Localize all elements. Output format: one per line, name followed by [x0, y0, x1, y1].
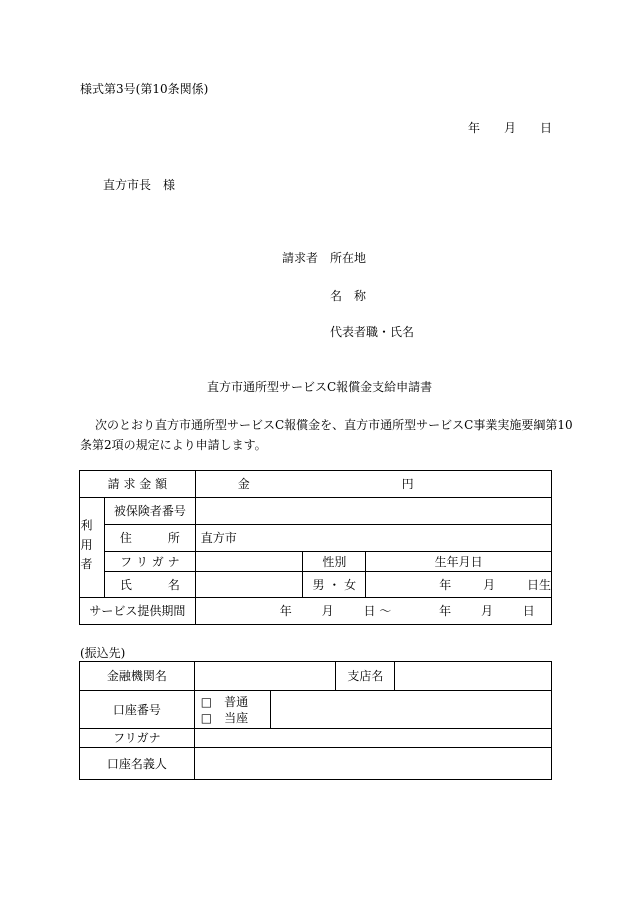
document-title: 直方市通所型サービスC報償金支給申請書: [207, 380, 433, 394]
branch-field[interactable]: [395, 662, 552, 691]
date-line: [468, 119, 552, 136]
account-type-cell: [194, 691, 270, 729]
period-from-day: 日 〜: [363, 604, 392, 618]
claim-amount-label: 請 求 金 額: [80, 471, 196, 498]
branch-label: 支店名: [336, 662, 395, 691]
period-from-year: 年: [279, 604, 292, 618]
period-from-month: 月: [321, 604, 334, 618]
gender-label: 性別: [303, 552, 366, 572]
claim-table: [79, 470, 552, 625]
requester-label: 請求者: [282, 251, 319, 265]
account-type-checking[interactable]: □ 当座: [200, 710, 249, 725]
user-address-value: 直方市: [200, 531, 237, 545]
birth-month: 月: [483, 577, 496, 592]
service-period-label: サービス提供期間: [80, 598, 196, 625]
period-to-day: 日: [522, 604, 535, 618]
user-address-label: 住 所: [104, 525, 195, 552]
bank-name-label: 金融機関名: [80, 662, 195, 691]
account-furigana-label: フリガナ: [80, 729, 195, 748]
insured-number-label: 被保険者番号: [104, 498, 195, 525]
date-month: 月: [504, 121, 517, 135]
amount-prefix: 金: [237, 477, 250, 491]
requester-name-label: 名 称: [330, 289, 367, 303]
remittance-label: (振込先): [80, 646, 126, 660]
birthdate-label: 生年月日: [366, 552, 552, 572]
claim-amount-field[interactable]: [195, 471, 551, 498]
requester-representative-label: 代表者職・氏名: [330, 325, 415, 339]
account-number-label: 口座番号: [80, 691, 195, 729]
bank-name-field[interactable]: [194, 662, 336, 691]
date-day: 日: [540, 121, 553, 135]
service-period-field[interactable]: [195, 598, 551, 625]
account-number-boxes[interactable]: [270, 691, 551, 729]
furigana-label: フ リ ガ ナ: [104, 552, 195, 572]
amount-suffix: 円: [401, 477, 414, 491]
remittance-table: [79, 661, 552, 780]
furigana-field[interactable]: [195, 552, 303, 572]
user-section-label: 利用者: [80, 498, 105, 598]
period-to-year: 年: [439, 604, 452, 618]
body-text-line1: 次のとおり直方市通所型サービスC報償金を、直方市通所型サービスC事業実施要綱第10: [95, 418, 573, 432]
user-address-field[interactable]: [195, 525, 551, 552]
account-holder-label: 口座名義人: [80, 748, 195, 780]
insured-number-field[interactable]: [195, 498, 551, 525]
period-to-month: 月: [480, 604, 493, 618]
requester-address-label: 所在地: [330, 251, 367, 265]
body-text-line2: 条第2項の規定により申請します。: [80, 438, 267, 452]
birth-year: 年: [439, 577, 452, 592]
user-name-label: 氏 名: [104, 572, 195, 598]
birth-day: 日生: [526, 577, 551, 592]
birthdate-field[interactable]: [366, 572, 552, 598]
date-year: 年: [468, 121, 481, 135]
account-type-ordinary[interactable]: □ 普通: [200, 694, 249, 709]
user-name-field[interactable]: [195, 572, 303, 598]
form-number: 様式第3号(第10条関係): [80, 82, 209, 96]
gender-options[interactable]: 男 ・ 女: [303, 572, 366, 598]
account-furigana-field[interactable]: [194, 729, 551, 748]
account-holder-field[interactable]: [194, 748, 551, 780]
addressee: 直方市長 様: [103, 178, 176, 192]
